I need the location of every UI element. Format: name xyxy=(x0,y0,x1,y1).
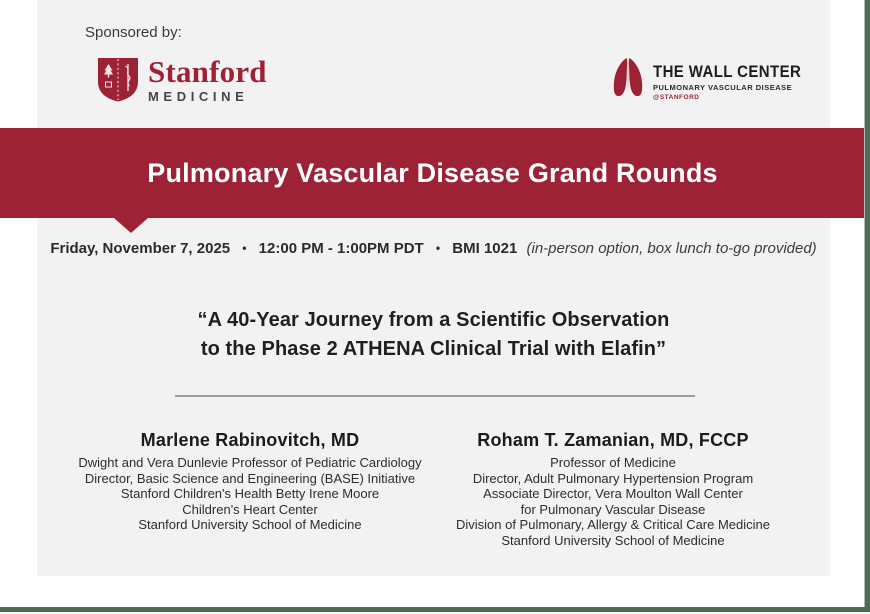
frame-right-edge xyxy=(864,0,870,612)
speaker-name: Marlene Rabinovitch, MD xyxy=(140,430,360,450)
speaker-title-line: Division of Pulmonary, Allergy & Critical Care Medicine xyxy=(455,517,771,532)
speaker-title-line: Stanford University School of Medicine xyxy=(501,532,725,548)
wall-center-logo xyxy=(610,54,801,105)
speaker-marlene-rabinovitch xyxy=(55,430,445,533)
event-time: 12:00 PM - 1:00PM PDT xyxy=(258,240,424,257)
event-date: Friday, November 7, 2025 xyxy=(50,240,231,257)
wall-center-subtitle: PULMONARY VASCULAR DISEASE xyxy=(653,83,793,92)
speaker-title-line: Children's Heart Center xyxy=(182,501,318,517)
speaker-title-line: Associate Director, Vera Moulton Wall Center xyxy=(483,486,743,501)
speaker-name: Roham T. Zamanian, MD, FCCP xyxy=(477,430,749,450)
speaker-title-line: Director, Basic Science and Engineering (BASE) Initiative xyxy=(84,470,416,486)
sponsored-by-label: Sponsored by: xyxy=(85,24,182,41)
lungs-icon xyxy=(610,54,646,105)
talk-title xyxy=(37,306,830,364)
event-banner xyxy=(0,128,865,218)
wall-center-handle: @STANFORD xyxy=(653,94,700,101)
speaker-title-line: Dwight and Vera Dunlevie Professor of Pediatric Cardiology xyxy=(78,455,422,470)
event-note: (in-person option, box lunch to-go provided) xyxy=(526,240,817,257)
banner-pointer-triangle xyxy=(114,218,148,233)
bullet-separator: • xyxy=(242,241,247,255)
stanford-medicine-logo xyxy=(96,56,267,108)
speaker-title-line: Director, Adult Pulmonary Hypertension Program xyxy=(472,470,754,486)
stanford-medicine-label: MEDICINE xyxy=(148,89,249,104)
event-details-line xyxy=(37,240,830,257)
stanford-shield-icon xyxy=(96,56,140,108)
speaker-title-line: Stanford Children's Health Betty Irene Moore xyxy=(120,486,380,501)
divider-line xyxy=(175,395,695,397)
stanford-wordmark: Stanford xyxy=(148,54,267,89)
speaker-roham-zamanian xyxy=(424,430,802,548)
bullet-separator: • xyxy=(435,241,441,255)
speaker-title-line: Stanford University School of Medicine xyxy=(138,517,362,532)
frame-bottom-edge xyxy=(0,607,870,612)
speaker-title-line: for Pulmonary Vascular Disease xyxy=(520,501,706,517)
wall-center-title: THE WALL CENTER xyxy=(653,63,802,82)
event-title: Pulmonary Vascular Disease Grand Rounds xyxy=(147,157,718,188)
talk-title-line2: to the Phase 2 ATHENA Clinical Trial with Elafin” xyxy=(200,338,667,360)
talk-title-line1: “A 40-Year Journey from a Scientific Observation xyxy=(197,309,670,331)
event-room: BMI 1021 xyxy=(452,240,518,257)
speaker-title-line: Professor of Medicine xyxy=(550,455,676,470)
